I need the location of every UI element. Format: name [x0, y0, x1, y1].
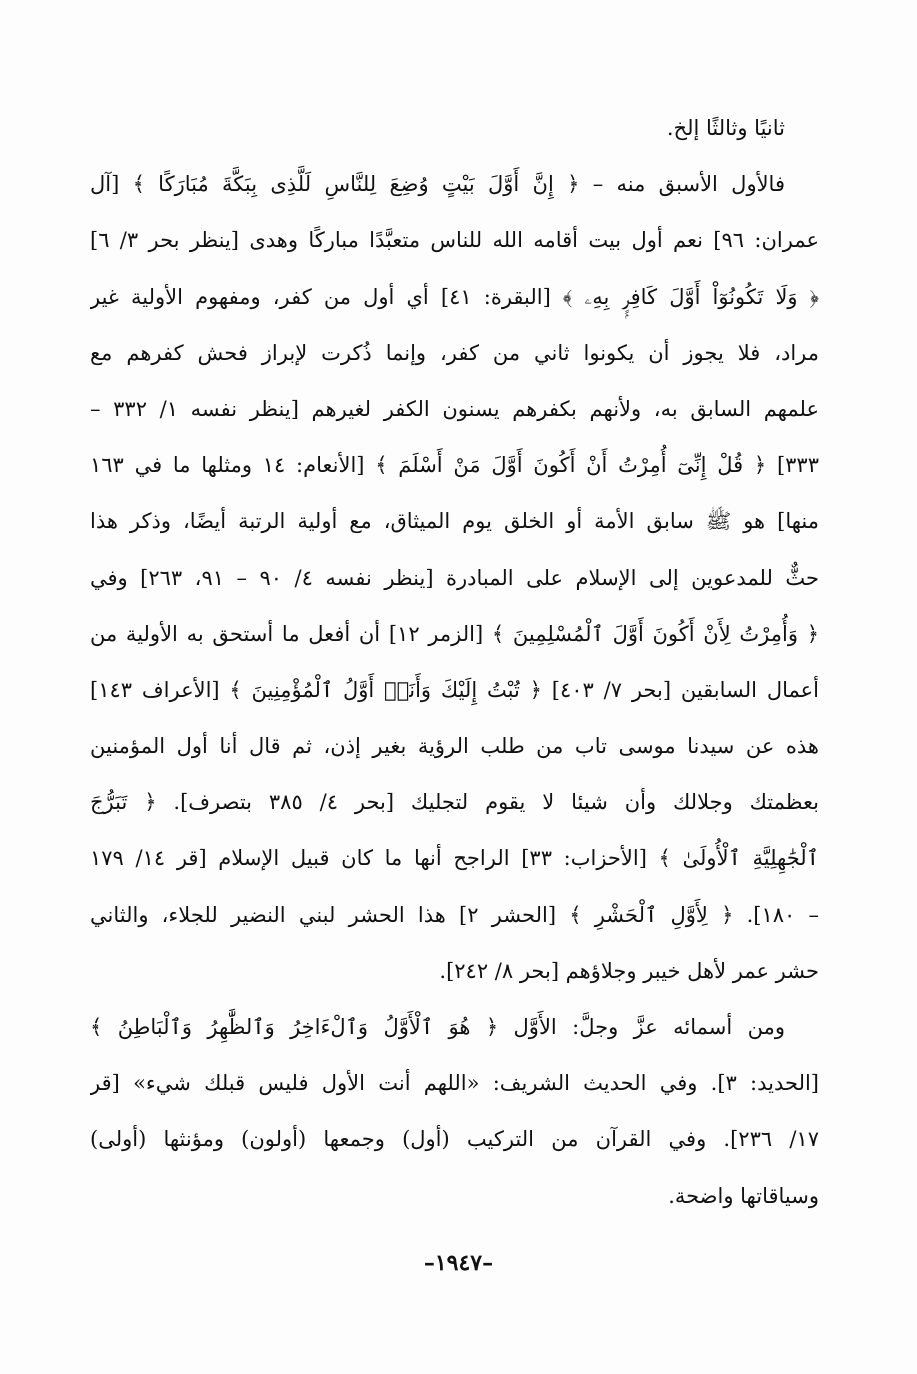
text-line: هذه عن سيدنا موسى تاب من طلب الرؤية بغير إذن، ثم قال أنا أول المؤمنين	[90, 734, 819, 759]
text-line: ٣٣٣] ﴿ قُلْ إِنِّىٓ أُمِرْتُ أَنْ أَكُونَ أَوَّلَ مَنْ أَسْلَمَ ﴾ [الأنعام: ١٤ ومثلها ما في ١٦٣	[90, 453, 819, 478]
text-line: مراد، فلا يجوز أن يكونوا ثاني من كفر، وإنما ذُكرت لإبراز فحش كفرهم مع	[90, 340, 819, 365]
text-line: ﴿ وَأُمِرْتُ لِأَنْ أَكُونَ أَوَّلَ ٱلْمُسْلِمِينَ ﴾ [الزمر ١٢] أن أفعل ما أستحق به الأولية من	[90, 621, 819, 646]
page-number: –١٩٤٧–	[423, 1250, 494, 1276]
text-line: منها] هو ﷺ سابق الأمة أو الخلق يوم الميثاق، مع أولية الرتبة أيضًا، وذكر هذا	[90, 509, 819, 534]
text-line: ﴿ وَلَا تَكُونُوٓاْ أَوَّلَ كَافِرٍۭ بِهِۦ ﴾ [البقرة: ٤١] أي أول من كفر، ومفهوم الأولية غير	[90, 284, 819, 309]
text-line: [الحديد: ٣]. وفي الحديث الشريف: «اللهم أنت الأول فليس قبلك شيء» [قر	[90, 1071, 819, 1096]
text-line: أعمال السابقين [بحر ٧/ ٤٠٣] ﴿ تُبْتُ إِلَيْكَ وَأَنَا۠ أَوَّلُ ٱلْمُؤْمِنِينَ ﴾ [الأعراف ١٤٣]	[90, 677, 819, 702]
text-line: – ١٨٠]. ﴿ لِأَوَّلِ ٱلْحَشْرِ ﴾ [الحشر ٢] هذا الحشر لبني النضير للجلاء، والثاني	[90, 902, 819, 927]
text-line: ٱلْجَٰهِلِيَّةِ ٱلْأُولَىٰ ﴾ [الأحزاب: ٣٣] الراجح أنها ما كان قبيل الإسلام [قر ١٤/ ١٧٩	[90, 846, 819, 871]
text-line: وسياقاتها واضحة.	[668, 1183, 819, 1208]
text-line: ثانيًا وثالثًا إلخ.	[666, 116, 785, 140]
text-line: بعظمتك وجلالك وأن شيئا لا يقوم لتجليك [بحر ٤/ ٣٨٥ بتصرف]. ﴿ تَبَرُّجَ	[90, 790, 819, 815]
text-line: حثٌّ للمدعوين إلى الإسلام على المبادرة [ينظر نفسه ٤/ ٩٠ – ٩١، ٢٦٣] وفي	[90, 565, 819, 590]
text-block	[90, 100, 819, 1224]
text-line: حشر عمر لأهل خيبر وجلاؤهم [بحر ٨/ ٢٤٢].	[439, 958, 819, 983]
text-line: علمهم السابق به، ولأنهم بكفرهم يسنون الكفر لغيرهم [ينظر نفسه ١/ ٣٣٢ –	[90, 396, 819, 421]
text-line: عمران: ٩٦] نعم أول بيت أقامه الله للناس متعبَّدًا مباركًا وهدى [ينظر بحر ٣/ ٦]	[90, 228, 819, 253]
text-line: ومن أسمائه عزَّ وجلَّ: الأَوَّل ﴿ هُوَ ٱلْأَوَّلُ وَٱلْءَاخِرُ وَٱلظَّٰهِرُ وَٱلْبَاطِنُ ﴾	[90, 1015, 785, 1039]
text-line: فالأول الأسبق منه – ﴿ إِنَّ أَوَّلَ بَيْتٍ وُضِعَ لِلنَّاسِ لَلَّذِى بِبَكَّةَ مُبَارَكًا ﴾ [آل	[90, 172, 785, 197]
text-line: ١٧/ ٢٣٦]. وفي القرآن من التركيب (أول) وجمعها (أولون) ومؤنثها (أولى)	[90, 1127, 819, 1152]
